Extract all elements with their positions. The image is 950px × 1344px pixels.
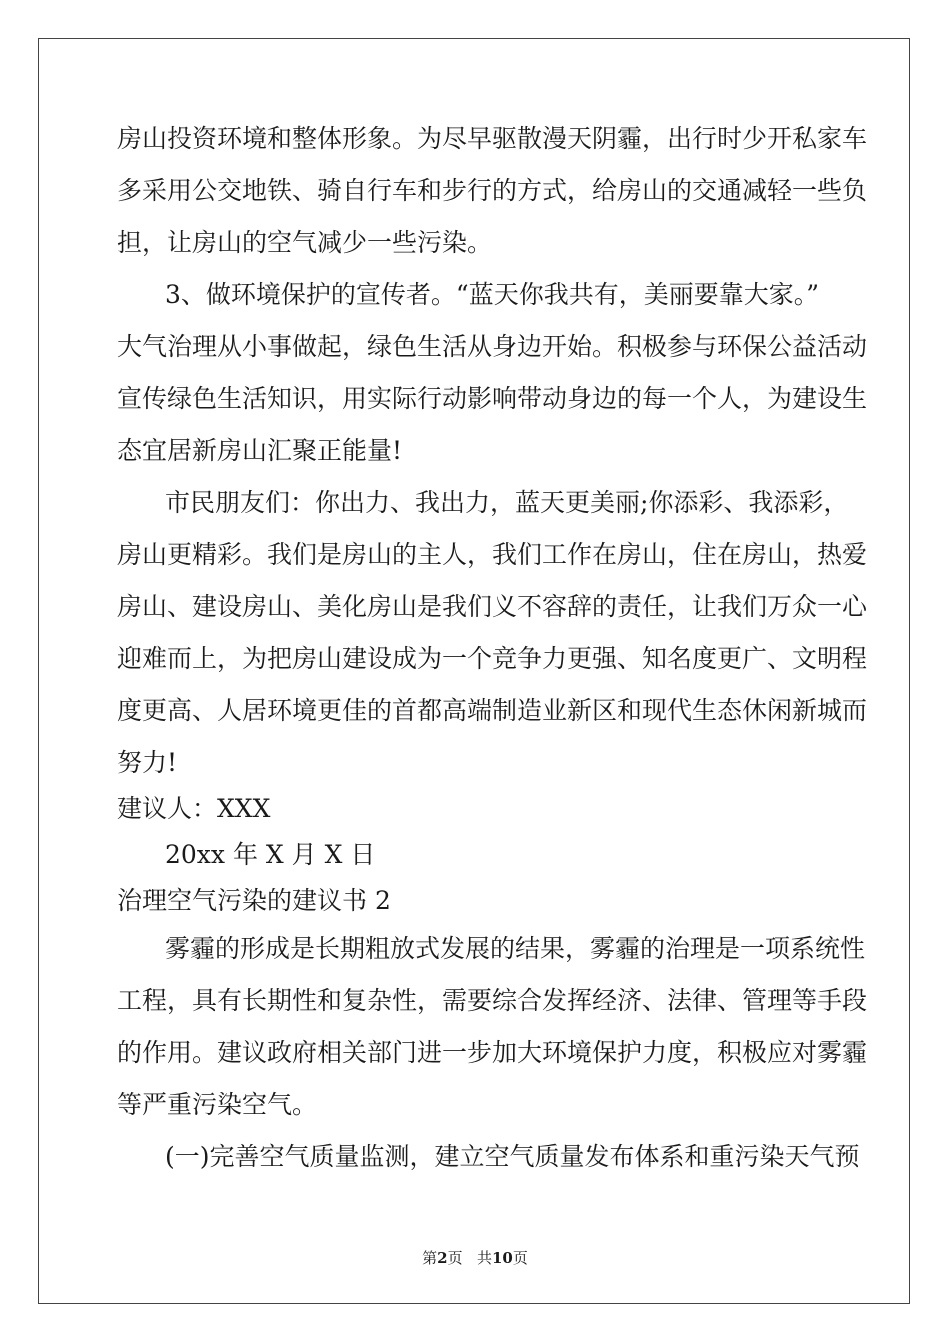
- text-line: 工程，具有长期性和复杂性，需要综合发挥经济、法律、管理等手段: [117, 986, 868, 1015]
- section-title: 治理空气污染的建议书 2: [117, 886, 391, 915]
- text-line: 等严重污染空气。: [117, 1090, 318, 1119]
- text-line: 房山投资环境和整体形象。为尽早驱散漫天阴霾，出行时少开私家车: [117, 124, 868, 153]
- text-line: 努力!: [117, 748, 178, 777]
- footer-page-total: 10: [491, 1249, 513, 1267]
- text-line: 房山、建设房山、美化房山是我们义不容辞的责任，让我们万众一心: [117, 592, 868, 621]
- text-line: 大气治理从小事做起，绿色生活从身边开始。积极参与环保公益活动: [117, 332, 868, 361]
- text-line: 的作用。建议政府相关部门进一步加大环境保护力度，积极应对雾霾: [117, 1038, 868, 1067]
- text-line: 3、做环境保护的宣传者。“蓝天你我共有，美丽要靠大家。”: [165, 280, 819, 309]
- text-line: 迎难而上，为把房山建设成为一个竞争力更强、知名度更广、文明程: [117, 644, 868, 673]
- text-line: 多采用公交地铁、骑自行车和步行的方式，给房山的交通减轻一些负: [117, 176, 868, 205]
- text-line: 雾霾的形成是长期粗放式发展的结果，雾霾的治理是一项系统性: [165, 934, 866, 963]
- text-line: 房山更精彩。我们是房山的主人，我们工作在房山，住在房山，热爱: [117, 540, 868, 569]
- text-line: (一)完善空气质量监测，建立空气质量发布体系和重污染天气预: [165, 1142, 860, 1171]
- footer-page-prefix: 第: [422, 1249, 438, 1267]
- footer-total-unit: 页: [512, 1249, 528, 1267]
- footer-page-unit: 页: [447, 1249, 463, 1267]
- date-line: 20xx 年 X 月 X 日: [165, 840, 376, 869]
- text-line: 度更高、人居环境更佳的首都高端制造业新区和现代生态休闲新城而: [117, 696, 868, 725]
- text-line: 宣传绿色生活知识，用实际行动影响带动身边的每一个人，为建设生: [117, 384, 868, 413]
- proposer-line: 建议人：XXX: [117, 794, 271, 823]
- text-line: 担，让房山的空气减少一些污染。: [117, 228, 493, 257]
- footer-total-prefix: 共: [476, 1249, 492, 1267]
- text-line: 态宜居新房山汇聚正能量!: [117, 436, 403, 465]
- footer-page-current: 2: [437, 1249, 448, 1267]
- page-footer: [0, 1249, 950, 1267]
- text-line: 市民朋友们：你出力、我出力，蓝天更美丽;你添彩、我添彩，: [165, 488, 849, 517]
